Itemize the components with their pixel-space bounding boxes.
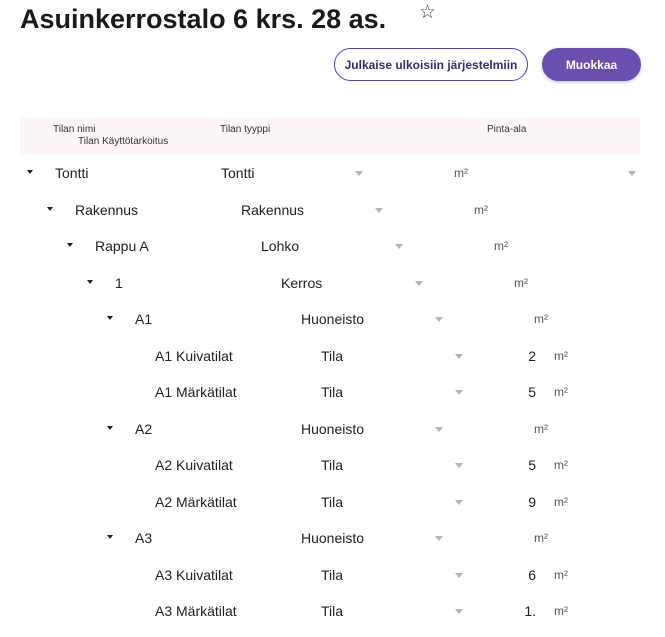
space-type-select[interactable]: Huoneisto: [301, 421, 365, 437]
expand-caret-icon[interactable]: [67, 243, 73, 247]
header-name: Tilan nimi: [53, 124, 96, 135]
table-row: [0, 484, 665, 520]
chevron-down-icon[interactable]: [455, 609, 463, 614]
table-row: [0, 155, 665, 191]
chevron-down-icon[interactable]: [455, 463, 463, 468]
space-type-select[interactable]: Huoneisto: [301, 311, 365, 327]
space-name: A2: [135, 421, 153, 437]
chevron-down-icon[interactable]: [455, 390, 463, 395]
space-name: A2 Märkätilat: [155, 494, 237, 510]
area-unit: m²: [534, 422, 548, 436]
space-type-select[interactable]: Tila: [321, 494, 344, 510]
space-type-select[interactable]: Tila: [321, 384, 344, 400]
table-header: [20, 118, 640, 154]
expand-caret-icon[interactable]: [87, 280, 93, 284]
space-type-select[interactable]: Tila: [321, 457, 344, 473]
area-value[interactable]: 5: [528, 457, 536, 473]
space-name: A1 Märkätilat: [155, 384, 237, 400]
publish-button[interactable]: Julkaise ulkoisiin järjestelmiin: [334, 48, 528, 81]
area-unit: m²: [474, 203, 488, 217]
header-usage: Tilan Käyttötarkoitus: [78, 136, 169, 147]
chevron-down-icon[interactable]: [375, 208, 383, 213]
area-unit: m²: [554, 385, 568, 399]
space-name: 1: [115, 275, 123, 291]
space-type-select[interactable]: Huoneisto: [301, 530, 365, 546]
expand-caret-icon[interactable]: [107, 426, 113, 430]
edit-button[interactable]: Muokkaa: [542, 48, 641, 81]
area-unit: m²: [554, 458, 568, 472]
header-area: Pinta-ala: [487, 124, 527, 135]
page-title: Asuinkerrostalo 6 krs. 28 as.: [20, 4, 387, 34]
area-unit: m²: [554, 568, 568, 582]
space-type-select[interactable]: Lohko: [261, 238, 300, 254]
area-unit: m²: [554, 604, 568, 618]
table-row: [0, 557, 665, 593]
area-value[interactable]: 6: [528, 567, 536, 583]
area-value[interactable]: 1.: [524, 603, 536, 619]
table-row: [0, 301, 665, 337]
chevron-down-icon[interactable]: [455, 354, 463, 359]
star-icon[interactable]: ☆: [419, 1, 437, 23]
table-row: [0, 265, 665, 301]
area-unit: m²: [454, 166, 468, 180]
expand-caret-icon[interactable]: [47, 207, 53, 211]
area-unit: m²: [554, 495, 568, 509]
space-type-select[interactable]: Tila: [321, 603, 344, 619]
space-name: Rakennus: [75, 202, 139, 218]
space-name: Rappu A: [95, 238, 149, 254]
space-type-select[interactable]: Kerros: [281, 275, 323, 291]
area-unit: m²: [534, 312, 548, 326]
chevron-down-icon[interactable]: [628, 171, 636, 176]
table-row: [0, 338, 665, 374]
chevron-down-icon[interactable]: [355, 171, 363, 176]
table-row: [0, 593, 665, 629]
table-row: [0, 411, 665, 447]
chevron-down-icon[interactable]: [455, 500, 463, 505]
table-row: [0, 192, 665, 228]
table-row: [0, 374, 665, 410]
space-type-select[interactable]: Tontti: [221, 165, 255, 181]
chevron-down-icon[interactable]: [435, 536, 443, 541]
area-unit: m²: [514, 276, 528, 290]
space-name: A3 Kuivatilat: [155, 567, 233, 583]
space-type-select[interactable]: Rakennus: [241, 202, 305, 218]
area-unit: m²: [534, 531, 548, 545]
chevron-down-icon[interactable]: [435, 317, 443, 322]
area-unit: m²: [554, 349, 568, 363]
area-unit: m²: [494, 239, 508, 253]
area-value[interactable]: 9: [528, 494, 536, 510]
chevron-down-icon[interactable]: [395, 244, 403, 249]
table-row: [0, 520, 665, 556]
space-name: A3: [135, 530, 153, 546]
expand-caret-icon[interactable]: [27, 170, 33, 174]
chevron-down-icon[interactable]: [435, 427, 443, 432]
area-value[interactable]: 2: [528, 348, 536, 364]
table-row: [0, 447, 665, 483]
space-type-select[interactable]: Tila: [321, 567, 344, 583]
space-name: Tontti: [55, 165, 89, 181]
space-name: A3 Märkätilat: [155, 603, 237, 619]
space-name: A2 Kuivatilat: [155, 457, 233, 473]
space-name: A1: [135, 311, 153, 327]
expand-caret-icon[interactable]: [107, 316, 113, 320]
area-value[interactable]: 5: [528, 384, 536, 400]
expand-caret-icon[interactable]: [107, 535, 113, 539]
table-row: [0, 228, 665, 264]
header-type: Tilan tyyppi: [220, 124, 271, 135]
chevron-down-icon[interactable]: [415, 281, 423, 286]
space-type-select[interactable]: Tila: [321, 348, 344, 364]
space-name: A1 Kuivatilat: [155, 348, 233, 364]
chevron-down-icon[interactable]: [455, 573, 463, 578]
